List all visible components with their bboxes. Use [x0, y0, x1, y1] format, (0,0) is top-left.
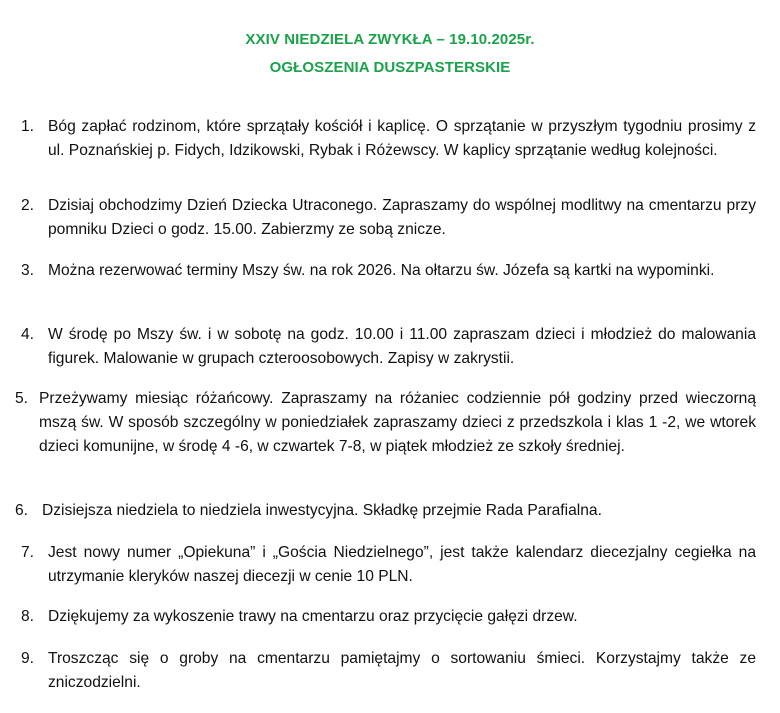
item-text: W środę po Mszy św. i w sobotę na godz. 10.00 i 11.00 zapraszam dzieci i młodzież do malowania figurek. Malowanie w grupach czteroosobowych. Zapisy w zakrystii. — [48, 326, 756, 367]
item-number: 9. — [21, 650, 35, 667]
announcement-item — [15, 387, 756, 459]
item-number: 7. — [21, 544, 35, 561]
item-text: Można rezerwować terminy Mszy św. na rok 2026. Na ołtarzu św. Józefa są kartki na wypominki. — [48, 262, 715, 279]
announcement-item — [21, 605, 756, 629]
announcement-item — [21, 541, 756, 589]
item-number: 2. — [21, 197, 35, 214]
item-text: Dzisiaj obchodzimy Dzień Dziecka Utraconego. Zapraszamy do wspólnej modlitwy na cmentarzu przy pomniku Dzieci o godz. 15.00. Zabierzmy ze sobą znicze. — [48, 197, 756, 238]
announcement-item — [21, 323, 756, 371]
item-number: 1. — [21, 118, 35, 135]
item-text: Dziękujemy za wykoszenie trawy na cmentarzu oraz przycięcie gałęzi drzew. — [48, 608, 578, 625]
item-number: 4. — [21, 326, 35, 343]
item-text: Troszcząc się o groby na cmentarzu pamiętajmy o sortowaniu śmieci. Korzystajmy także ze zniczodzielni. — [48, 650, 756, 691]
item-number: 5. — [15, 390, 29, 407]
announcement-item — [21, 194, 756, 242]
page-subtitle: OGŁOSZENIA DUSZPASTERSKIE — [269, 59, 511, 76]
item-text: Przeżywamy miesiąc różańcowy. Zapraszamy na różaniec codziennie pół godziny przed wieczorną mszą św. W sposób szczególny w poniedziałek zapraszamy dzieci z przedszkola i klas 1 -2, we wtorek dzieci komunijne, w środę 4 -6, w czwartek 7-8, w piątek młodzież ze szkoły średniej. — [39, 390, 756, 455]
announcement-item — [21, 115, 756, 163]
page-title: XXIV NIEDZIELA ZWYKŁA – 19.10.2025r. — [245, 31, 535, 48]
item-number: 3. — [21, 262, 35, 279]
announcement-item — [21, 259, 756, 283]
announcement-item — [21, 647, 756, 695]
item-number: 8. — [21, 608, 35, 625]
item-text: Jest nowy numer „Opiekuna” i „Gościa Niedzielnego”, jest także kalendarz diecezjalny cegiełka na utrzymanie kleryków naszej diecezji w cenie 10 PLN. — [48, 544, 756, 585]
item-text: Dzisiejsza niedziela to niedziela inwestycyjna. Składkę przejmie Rada Parafialna. — [42, 502, 602, 519]
announcement-item — [15, 499, 756, 523]
item-number: 6. — [15, 502, 29, 519]
item-text: Bóg zapłać rodzinom, które sprzątały kościół i kaplicę. O sprzątanie w przyszłym tygodniu prosimy z ul. Poznańskiej p. Fidych, Idzikowski, Rybak i Różewscy. W kaplicy sprzątanie według kolejności. — [48, 118, 756, 159]
